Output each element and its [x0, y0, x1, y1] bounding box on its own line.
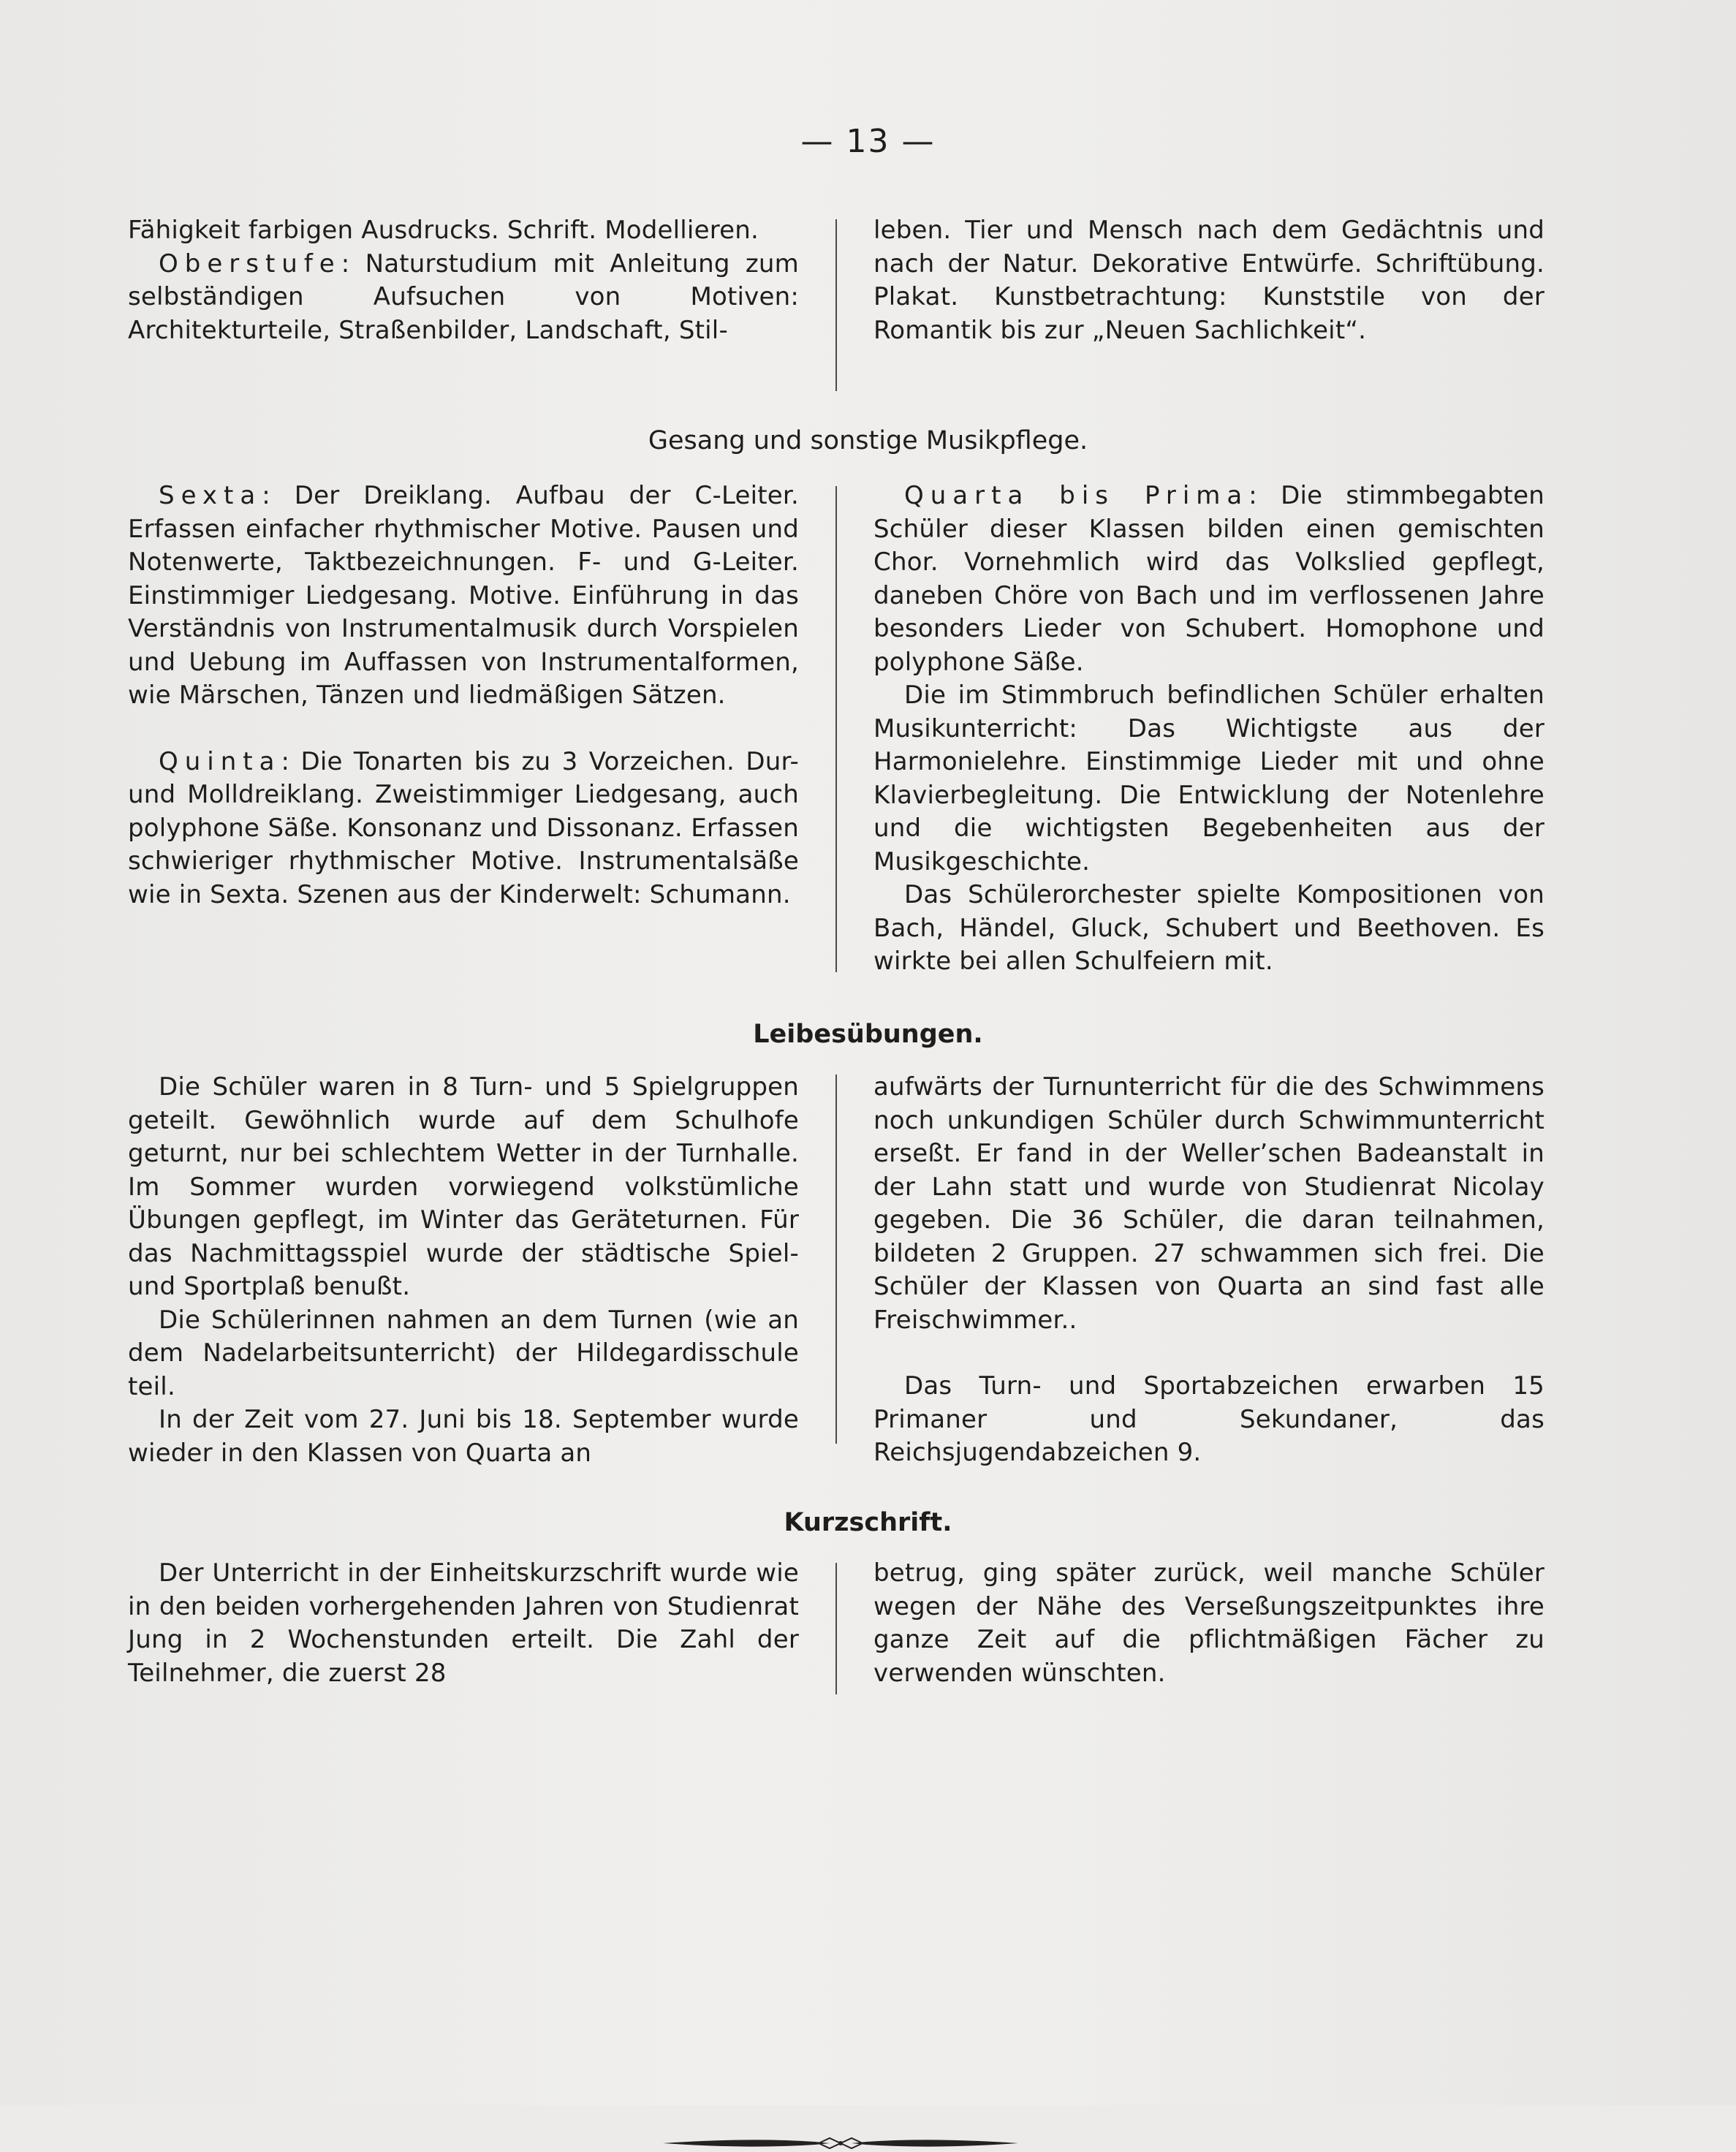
art-left-column	[128, 214, 799, 347]
page-number: — 13 —	[800, 123, 936, 160]
quinta-label: Quinta	[159, 746, 281, 776]
sport-left-p3: In der Zeit vom 27. Juni bis 18. September wurde wieder in den Klassen von Quarta an	[128, 1405, 799, 1468]
sport-right-column	[873, 1071, 1544, 1470]
column-divider-4	[835, 1563, 837, 1694]
shorthand-left-column	[128, 1557, 799, 1690]
shorthand-left-p1: Der Unterricht in der Einheitskurzschrift wurde wie in den beiden vorhergehenden Jahren von Studienrat Jung in 2 Wochenstunden erteilt. Die Zahl der Teilnehmer, die zuerst 28	[128, 1558, 799, 1688]
oberstufe-text: : Naturstudium mit Anleitung zum selbständigen Aufsuchen von Motiven: Architekturteile, Straßenbilder, Landschaft, Stil-	[128, 249, 799, 345]
music-left-column	[128, 480, 799, 912]
sport-right-p1: aufwärts der Turnunterricht für die des Schwimmens noch unkundigen Schüler durch Schwimmunterricht erseßt. Er fand in der Weller’schen Badeanstalt in der Lahn statt und wurde von Studienrat Nicolay gegeben. Die 36 Schüler, die daran teilnahmen, bildeten 2 Gruppen. 27 schwammen sich frei. Die Schüler der Klassen von Quarta an sind fast alle Freischwimmer..	[873, 1072, 1544, 1335]
section-title-gesang: Gesang und sonstige Musikpflege.	[648, 426, 1088, 455]
quarta-prima-paragraph	[873, 480, 1544, 679]
orchester-paragraph: Das Schülerorchester spielte Kompositionen von Bach, Händel, Gluck, Schubert und Beethoven. Es wirkte bei allen Schulfeiern mit.	[873, 880, 1544, 976]
section-title-leibesuebungen: Leibesübungen.	[753, 1020, 983, 1049]
column-divider-2	[835, 486, 837, 972]
shorthand-right-p1: betrug, ging später zurück, weil manche Schüler wegen der Nähe des Verseßungszeitpunktes ihre ganze Zeit auf die pflichtmäßigen Fächer zu verwenden wünschten.	[873, 1558, 1544, 1688]
sexta-label: Sexta	[159, 481, 262, 510]
end-ornament-icon	[662, 2134, 1020, 2152]
art-left-p2	[128, 248, 799, 348]
art-left-p1: Fähigkeit farbigen Ausdrucks. Schrift. Modellieren.	[128, 216, 759, 245]
shorthand-right-column	[873, 1557, 1544, 1690]
quinta-text: : Die Tonarten bis zu 3 Vorzeichen. Dur- und Molldreiklang. Zweistimmiger Liedgesang, auch polyphone Säße. Konsonanz und Dissonanz. Erfassen schwieriger rhythmischer Motive. Instrumentalsäße wie in Sexta. Szenen aus der Kinderwelt: Schumann.	[128, 746, 799, 909]
sport-left-p2: Die Schülerinnen nahmen an dem Turnen (wie an dem Nadelarbeitsunterricht) der Hildegardisschule teil.	[128, 1305, 799, 1401]
column-divider-3	[835, 1075, 837, 1444]
stimmbruch-paragraph: Die im Stimmbruch befindlichen Schüler erhalten Musikunterricht: Das Wichtigste aus der Harmonielehre. Einstimmige Lieder mit und ohne Klavierbegleitung. Die Entwicklung der Notenlehre und die wichtigsten Begebenheiten aus der Musikgeschichte.	[873, 681, 1544, 876]
art-right-p1: leben. Tier und Mensch nach dem Gedächtnis und nach der Natur. Dekorative Entwürfe. Schriftübung. Plakat. Kunstbetrachtung: Kunststile von der Romantik bis zur „Neuen Sachlichkeit“.	[873, 216, 1544, 345]
column-divider-1	[835, 219, 837, 391]
section-title-kurzschrift: Kurzschrift.	[784, 1508, 952, 1537]
music-right-column	[873, 480, 1544, 979]
sport-left-p1: Die Schüler waren in 8 Turn- und 5 Spielgruppen geteilt. Gewöhnlich wurde auf dem Schulhofe geturnt, nur bei schlechtem Wetter in der Turnhalle. Im Sommer wurden vorwiegend volkstümliche Übungen gepflegt, im Winter das Geräteturnen. Für das Nachmittagsspiel wurde der städtische Spiel- und Sportplaß benußt.	[128, 1072, 799, 1301]
quarta-prima-label: Quarta bis Prima	[904, 481, 1249, 510]
art-right-column	[873, 214, 1544, 347]
sport-left-column	[128, 1071, 799, 1470]
sexta-text: : Der Dreiklang. Aufbau der C-Leiter. Erfassen einfacher rhythmischer Motive. Pausen und Notenwerte, Taktbezeichnungen. F- und G-Leiter. Einstimmiger Liedgesang. Motive. Einführung in das Verständnis von Instrumentalmusik durch Vorspielen und Uebung im Auffassen von Instrumentalformen, wie Märschen, Tänzen und liedmäßigen Sätzen.	[128, 481, 799, 710]
oberstufe-label: Oberstufe	[159, 249, 341, 279]
quarta-prima-text: : Die stimmbegabten Schüler dieser Klassen bilden einen gemischten Chor. Vornehmlich wird das Volkslied gepflegt, daneben Chöre von Bach und im verflossenen Jahre besonders Lieder von Schubert. Homophone und polyphone Säße.	[873, 481, 1544, 677]
sport-right-p2: Das Turn- und Sportabzeichen erwarben 15 Primaner und Sekundaner, das Reichsjugendabzeichen 9.	[873, 1371, 1544, 1467]
sexta-paragraph	[128, 480, 799, 713]
quinta-paragraph	[128, 746, 799, 912]
